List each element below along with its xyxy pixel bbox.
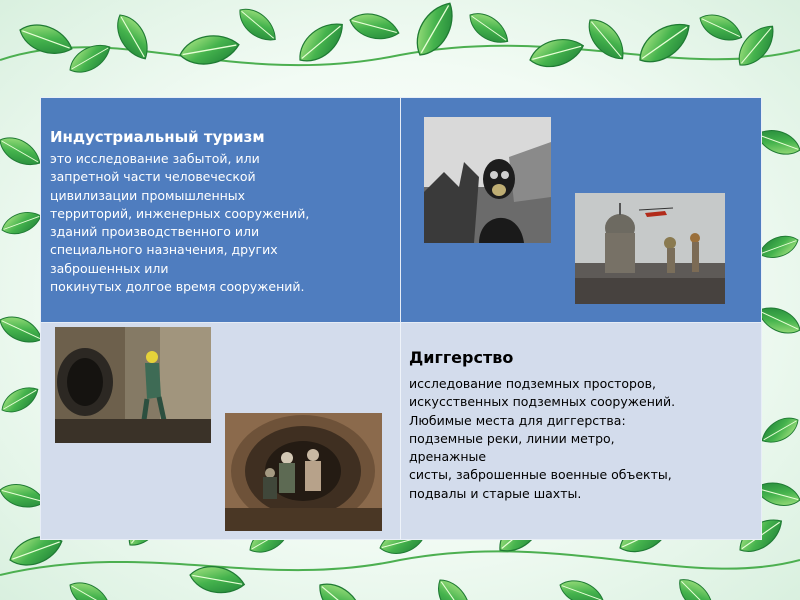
digging-cell <box>401 323 761 539</box>
digging-photos-cell <box>41 323 401 539</box>
industrial-tourism-title: Индустриальный туризм <box>50 128 265 146</box>
city-cathedral-helicopter-photo <box>575 193 725 304</box>
sewer-tunnel-climber-photo <box>55 327 211 443</box>
digging-description: исследование подземных просторов, искусственных подземных сооружений. Любимые места для диггерства: подземные реки, линии метро, дренажные систы, заброшенные военные объекты, подвалы и старые шахты. <box>409 376 676 501</box>
industrial-tourism-cell <box>41 98 401 323</box>
digging-title: Диггерство <box>409 348 514 367</box>
top-leaves <box>0 0 800 79</box>
round-tunnel-diggers-photo <box>225 413 382 531</box>
content-table <box>40 97 762 540</box>
industrial-photos-cell <box>401 98 761 323</box>
gas-mask-person-photo <box>424 117 551 243</box>
industrial-tourism-description: это исследование забытой, или запретной части человеческой цивилизации промышленных территорий, инженерных сооружений, зданий производственного или специального назначения, других заброшенных или покинутых долгое время сооружений. <box>50 151 310 295</box>
